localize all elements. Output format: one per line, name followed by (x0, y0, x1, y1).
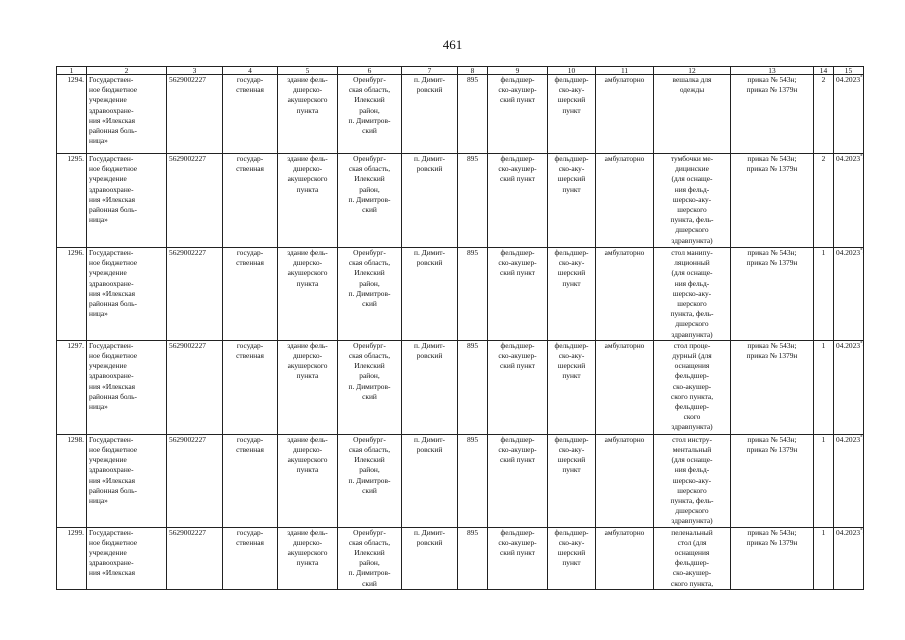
unit-name-cell (548, 248, 596, 341)
inn-value: 5629002227 (169, 75, 206, 84)
equipment-item-cell (654, 75, 731, 154)
address-cell (338, 434, 402, 527)
regulation-orders-cell (731, 248, 814, 341)
due-date: 04.2023 (836, 75, 861, 84)
address-cell (338, 527, 402, 589)
unit-name: фельдшер- ско-аку- шерский пункт (554, 75, 589, 115)
quantity: 1 (821, 434, 826, 444)
regulation-orders: приказ № 543н; приказ № 1379н (746, 75, 798, 95)
ownership-form: государ- ственная (236, 154, 264, 174)
unit-name-cell (548, 154, 596, 248)
quantity: 2 (821, 75, 826, 84)
ownership-form-cell (223, 248, 278, 341)
due-date-cell (834, 434, 864, 527)
care-form-cell (596, 340, 654, 434)
locality: п. Димит- ровский (414, 434, 445, 455)
care-form: амбулаторно (604, 527, 645, 537)
column-number: 5 (278, 67, 338, 75)
column-number: 2 (87, 67, 167, 75)
ownership-form-cell (223, 527, 278, 589)
regulation-orders-cell (731, 340, 814, 434)
organization-name: Государствен- ное бюджетное учреждение здравоохране- ния «Илекская районная боль- ница» (89, 248, 138, 319)
column-number: 1 (57, 67, 87, 75)
locality-code: 895 (466, 154, 479, 163)
locality-code: 895 (466, 248, 479, 257)
organization-name-cell (87, 75, 167, 154)
unit-type-cell (488, 248, 548, 341)
unit-name: фельдшер- ско-аку- шерский пункт (554, 527, 589, 568)
locality-code-cell (458, 248, 488, 341)
equipment-item: пеленальный стол (для оснащения фельдшер- ско-акушер- ского пункта, (670, 527, 714, 588)
organization-name-cell (87, 527, 167, 589)
organization-name-cell (87, 248, 167, 341)
register-table (56, 66, 864, 590)
inn-value-cell (167, 75, 223, 154)
column-number: 12 (654, 67, 731, 75)
address-cell (338, 340, 402, 434)
row-number-cell (57, 154, 87, 248)
due-date-cell (834, 527, 864, 589)
locality-code-cell (458, 75, 488, 154)
building-name: здание фель- дшерско- акушерского пункта (287, 340, 328, 381)
inn-value-cell (167, 154, 223, 248)
row-number-cell (57, 75, 87, 154)
unit-name-cell (548, 75, 596, 154)
care-form: амбулаторно (604, 340, 645, 350)
care-form-cell (596, 527, 654, 589)
locality-code: 895 (466, 527, 479, 537)
unit-type-cell (488, 75, 548, 154)
table-row (57, 75, 864, 154)
address: Оренбург- ская область, Илекский район, п. Димитров- ский (348, 434, 391, 495)
column-number: 3 (167, 67, 223, 75)
column-number: 14 (814, 67, 834, 75)
building-name-cell (278, 154, 338, 248)
unit-name: фельдшер- ско-аку- шерский пункт (554, 154, 589, 194)
organization-name-cell (87, 434, 167, 527)
locality-cell (402, 154, 458, 248)
unit-type: фельдшер- ско-акушер- ский пункт (498, 248, 537, 278)
due-date: 04.2023 (836, 527, 861, 537)
unit-type: фельдшер- ско-акушер- ский пункт (498, 434, 537, 465)
inn-value-cell (167, 434, 223, 527)
regulation-orders: приказ № 543н; приказ № 1379н (746, 434, 798, 455)
footnote-mark: *) (860, 528, 865, 534)
organization-name-cell (87, 154, 167, 248)
organization-name: Государствен- ное бюджетное учреждение здравоохране- ния «Илекская (89, 527, 138, 578)
ownership-form-cell (223, 340, 278, 434)
quantity-cell (814, 248, 834, 341)
row-number: 1299. (67, 527, 84, 537)
footnote-mark: *) (860, 341, 865, 347)
regulation-orders-cell (731, 75, 814, 154)
equipment-item: стол манипу- ляционный (для оснаще- ния фельд- шерско-аку- шерского пункта, фель- дшерского здравпункта) (670, 248, 714, 339)
unit-name-cell (548, 340, 596, 434)
locality: п. Димит- ровский (414, 154, 445, 174)
quantity: 1 (821, 248, 826, 257)
locality-code: 895 (466, 340, 479, 350)
care-form: амбулаторно (604, 434, 645, 444)
building-name-cell (278, 248, 338, 341)
row-number-cell (57, 340, 87, 434)
quantity: 1 (821, 340, 826, 350)
inn-value: 5629002227 (169, 527, 206, 537)
ownership-form: государ- ственная (236, 248, 264, 268)
regulation-orders-cell (731, 154, 814, 248)
column-number: 15 (834, 67, 864, 75)
equipment-item-cell (654, 340, 731, 434)
equipment-item-cell (654, 154, 731, 248)
due-date: 04.2023 (836, 248, 861, 257)
ownership-form-cell (223, 434, 278, 527)
inn-value: 5629002227 (169, 340, 206, 350)
inn-value: 5629002227 (169, 434, 206, 444)
table-row (57, 434, 864, 527)
locality-code-cell (458, 154, 488, 248)
unit-type: фельдшер- ско-акушер- ский пункт (498, 154, 537, 184)
due-date-cell (834, 75, 864, 154)
locality-cell (402, 434, 458, 527)
care-form-cell (596, 248, 654, 341)
organization-name: Государствен- ное бюджетное учреждение здравоохране- ния «Илекская районная боль- ница» (89, 434, 138, 506)
inn-value: 5629002227 (169, 154, 206, 163)
ownership-form-cell (223, 75, 278, 154)
quantity-cell (814, 154, 834, 248)
table-row (57, 340, 864, 434)
unit-type-cell (488, 154, 548, 248)
address: Оренбург- ская область, Илекский район, п. Димитров- ский (348, 154, 391, 215)
building-name-cell (278, 527, 338, 589)
quantity-cell (814, 340, 834, 434)
building-name: здание фель- дшерско- акушерского пункта (287, 434, 328, 475)
due-date-cell (834, 248, 864, 341)
care-form: амбулаторно (604, 248, 645, 257)
regulation-orders: приказ № 543н; приказ № 1379н (746, 340, 798, 361)
organization-name-cell (87, 340, 167, 434)
unit-type: фельдшер- ско-акушер- ский пункт (498, 75, 537, 105)
due-date: 04.2023 (836, 434, 861, 444)
inn-value-cell (167, 248, 223, 341)
locality-code-cell (458, 434, 488, 527)
quantity-cell (814, 75, 834, 154)
organization-name: Государствен- ное бюджетное учреждение здравоохране- ния «Илекская районная боль- ница» (89, 75, 138, 146)
address-cell (338, 154, 402, 248)
care-form-cell (596, 434, 654, 527)
locality-code-cell (458, 527, 488, 589)
column-numbers-row (57, 67, 864, 75)
row-number: 1295. (67, 154, 84, 163)
quantity: 2 (821, 154, 826, 163)
address-cell (338, 248, 402, 341)
unit-type: фельдшер- ско-акушер- ский пункт (498, 527, 537, 558)
unit-name-cell (548, 527, 596, 589)
building-name: здание фель- дшерско- акушерского пункта (287, 248, 328, 288)
column-number: 11 (596, 67, 654, 75)
unit-type: фельдшер- ско-акушер- ский пункт (498, 340, 537, 371)
regulation-orders: приказ № 543н; приказ № 1379н (746, 527, 798, 547)
quantity-cell (814, 434, 834, 527)
equipment-item-cell (654, 527, 731, 589)
table-row (57, 154, 864, 248)
footnote-mark: *) (860, 75, 865, 81)
building-name: здание фель- дшерско- акушерского пункта (287, 527, 328, 568)
locality-cell (402, 340, 458, 434)
care-form-cell (596, 154, 654, 248)
locality: п. Димит- ровский (414, 340, 445, 361)
unit-name-cell (548, 434, 596, 527)
locality-code: 895 (466, 434, 479, 444)
locality: п. Димит- ровский (414, 527, 445, 547)
ownership-form: государ- ственная (236, 340, 264, 361)
due-date: 04.2023 (836, 154, 861, 163)
footnote-mark: *) (860, 248, 865, 254)
due-date-cell (834, 154, 864, 248)
building-name-cell (278, 434, 338, 527)
equipment-item-cell (654, 248, 731, 341)
locality: п. Димит- ровский (414, 248, 445, 268)
row-number: 1297. (67, 340, 84, 350)
equipment-item: тумбочки ме- дицинские (для оснаще- ния фельд- шерско-аку- шерского пункта, фель- дшерского здравпункта) (670, 154, 714, 245)
building-name: здание фель- дшерско- акушерского пункта (287, 154, 328, 194)
table-row (57, 527, 864, 589)
ownership-form: государ- ственная (236, 75, 264, 95)
ownership-form: государ- ственная (236, 434, 264, 455)
due-date: 04.2023 (836, 340, 861, 350)
page-number: 461 (442, 37, 463, 52)
column-number: 9 (488, 67, 548, 75)
footnote-mark: *) (860, 435, 865, 441)
row-number: 1294. (67, 75, 84, 84)
regulation-orders-cell (731, 527, 814, 589)
unit-type-cell (488, 527, 548, 589)
locality-cell (402, 75, 458, 154)
building-name-cell (278, 340, 338, 434)
address: Оренбург- ская область, Илекский район, п. Димитров- ский (348, 340, 391, 401)
column-number: 4 (223, 67, 278, 75)
column-number: 13 (731, 67, 814, 75)
ownership-form-cell (223, 154, 278, 248)
regulation-orders-cell (731, 434, 814, 527)
row-number-cell (57, 248, 87, 341)
organization-name: Государствен- ное бюджетное учреждение здравоохране- ния «Илекская районная боль- ница» (89, 340, 138, 412)
address: Оренбург- ская область, Илекский район, п. Димитров- ский (348, 248, 391, 309)
quantity-cell (814, 527, 834, 589)
organization-name: Государствен- ное бюджетное учреждение здравоохране- ния «Илекская районная боль- ница» (89, 154, 138, 225)
row-number: 1298. (67, 434, 84, 444)
unit-name: фельдшер- ско-аку- шерский пункт (554, 248, 589, 288)
locality: п. Димит- ровский (414, 75, 445, 95)
table-row (57, 248, 864, 341)
unit-type-cell (488, 340, 548, 434)
column-number: 6 (338, 67, 402, 75)
equipment-item: стол проце- дурный (для оснащения фельдшер- ско-акушер- ского пункта, фельдшер- ского здравпункта) (670, 340, 714, 432)
row-number-cell (57, 527, 87, 589)
ownership-form: государ- ственная (236, 527, 264, 547)
unit-type-cell (488, 434, 548, 527)
inn-value-cell (167, 527, 223, 589)
row-number: 1296. (67, 248, 84, 257)
locality-cell (402, 248, 458, 341)
column-number: 7 (402, 67, 458, 75)
locality-code-cell (458, 340, 488, 434)
footnote-mark: *) (860, 154, 865, 160)
care-form: амбулаторно (604, 154, 645, 163)
care-form: амбулаторно (604, 75, 645, 84)
equipment-item-cell (654, 434, 731, 527)
unit-name: фельдшер- ско-аку- шерский пункт (554, 340, 589, 381)
address-cell (338, 75, 402, 154)
due-date-cell (834, 340, 864, 434)
regulation-orders: приказ № 543н; приказ № 1379н (746, 154, 798, 174)
inn-value: 5629002227 (169, 248, 206, 257)
building-name: здание фель- дшерско- акушерского пункта (287, 75, 328, 115)
row-number-cell (57, 434, 87, 527)
column-number: 8 (458, 67, 488, 75)
equipment-item: вешалка для одежды (672, 75, 712, 95)
care-form-cell (596, 75, 654, 154)
locality-code: 895 (466, 75, 479, 84)
equipment-item: стол инстру- ментальный (для оснаще- ния фельд- шерско-аку- шерского пункта, фель- дшерского здравпункта) (670, 434, 714, 526)
inn-value-cell (167, 340, 223, 434)
regulation-orders: приказ № 543н; приказ № 1379н (746, 248, 798, 268)
column-number: 10 (548, 67, 596, 75)
address: Оренбург- ская область, Илекский район, п. Димитров- ский (348, 75, 391, 136)
locality-cell (402, 527, 458, 589)
unit-name: фельдшер- ско-аку- шерский пункт (554, 434, 589, 475)
building-name-cell (278, 75, 338, 154)
quantity: 1 (821, 527, 826, 537)
address: Оренбург- ская область, Илекский район, п. Димитров- ский (348, 527, 391, 588)
